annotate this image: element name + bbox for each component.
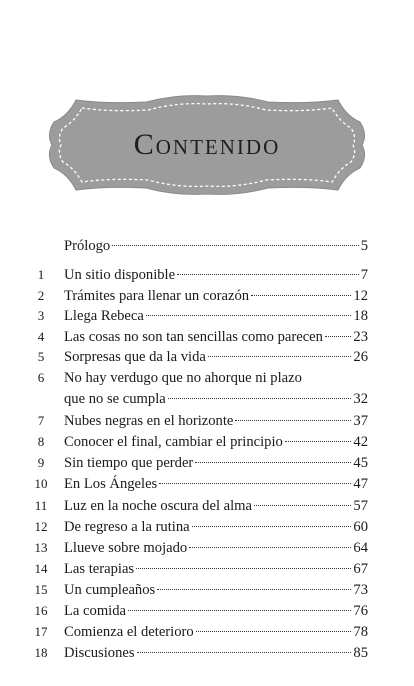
dot-leader xyxy=(168,398,352,399)
toc-entry-title: Comienza el deterioro xyxy=(64,624,194,640)
toc-entry-title: Sin tiempo que perder xyxy=(64,455,194,471)
toc-row xyxy=(0,327,414,347)
dot-leader xyxy=(251,295,351,296)
toc-page-number: 73 xyxy=(353,582,368,598)
toc-entry-title: Las terapias xyxy=(64,561,135,577)
chapter-number: 18 xyxy=(34,645,48,660)
toc-page-number: 60 xyxy=(353,519,368,535)
toc-row xyxy=(0,347,414,367)
toc-row xyxy=(0,453,414,473)
chapter-number: 14 xyxy=(34,561,48,576)
chapter-number: 13 xyxy=(34,540,48,555)
dot-leader xyxy=(192,526,352,527)
toc-page-number: 37 xyxy=(353,413,368,429)
toc-row xyxy=(0,559,414,579)
chapter-number: 1 xyxy=(37,267,45,282)
toc-entry-title: Un sitio disponible xyxy=(64,267,176,283)
dot-leader xyxy=(208,356,352,357)
toc-entry-title: que no se cumpla xyxy=(64,391,166,407)
toc-row xyxy=(0,601,414,621)
toc-page-number: 76 xyxy=(353,603,368,619)
toc-page-number: 47 xyxy=(353,476,368,492)
toc-row xyxy=(0,432,414,452)
toc-page-number: 5 xyxy=(360,238,368,254)
dot-leader xyxy=(157,589,351,590)
page-title: Contenido xyxy=(133,128,281,161)
chapter-number: 16 xyxy=(34,603,48,618)
toc-row xyxy=(0,538,414,558)
title-banner xyxy=(46,92,368,198)
toc-page-number: 64 xyxy=(353,540,368,556)
dot-leader xyxy=(137,652,352,653)
toc-row xyxy=(0,474,414,494)
chapter-number: 4 xyxy=(37,329,45,344)
chapter-number: 6 xyxy=(37,370,45,385)
toc-entry-title-line1: No hay verdugo que no ahorque ni plazo xyxy=(64,370,302,386)
toc-entry-title: Las cosas no son tan sencillas como parecen xyxy=(64,329,323,345)
toc-row xyxy=(0,286,414,306)
toc-entry-title: Nubes negras en el horizonte xyxy=(64,413,234,429)
toc-row xyxy=(0,580,414,600)
chapter-number: 7 xyxy=(37,413,45,428)
dot-leader xyxy=(128,610,351,611)
toc-entry-title: Conocer el final, cambiar el principio xyxy=(64,434,283,450)
chapter-number: 12 xyxy=(34,519,48,534)
toc-row xyxy=(0,643,414,663)
toc-entry-title: Luz en la noche oscura del alma xyxy=(64,498,253,514)
toc-row xyxy=(0,517,414,537)
toc-entry-title: La comida xyxy=(64,603,126,619)
toc-page-number: 18 xyxy=(353,308,368,324)
chapter-number: 2 xyxy=(37,288,45,303)
dot-leader xyxy=(136,568,351,569)
toc-row xyxy=(0,265,414,285)
toc-page-number: 12 xyxy=(353,288,368,304)
toc-row xyxy=(0,306,414,326)
toc-page-number: 23 xyxy=(353,329,368,345)
toc-page-number: 42 xyxy=(353,434,368,450)
dot-leader xyxy=(177,274,359,275)
toc-page-number: 7 xyxy=(360,267,368,283)
chapter-number: 11 xyxy=(34,498,48,513)
chapter-number: 10 xyxy=(34,476,48,491)
chapter-number: 5 xyxy=(37,349,45,364)
toc-entry-title: Prólogo xyxy=(64,238,111,254)
dot-leader xyxy=(112,245,358,246)
dot-leader xyxy=(146,315,352,316)
dot-leader xyxy=(285,441,352,442)
toc-row xyxy=(0,622,414,642)
chapter-number: 15 xyxy=(34,582,48,597)
dot-leader xyxy=(196,631,352,632)
toc-page-number: 67 xyxy=(353,561,368,577)
chapter-number: 8 xyxy=(37,434,45,449)
dot-leader xyxy=(159,483,351,484)
toc-page-number: 26 xyxy=(353,349,368,365)
dot-leader xyxy=(235,420,351,421)
dot-leader xyxy=(189,547,351,548)
chapter-number: 17 xyxy=(34,624,48,639)
toc-row xyxy=(0,411,414,431)
toc-row xyxy=(0,368,414,388)
toc-row-prologue xyxy=(0,236,414,256)
toc-page-number: 57 xyxy=(353,498,368,514)
toc-row-continuation xyxy=(0,389,414,409)
toc-page-number: 32 xyxy=(353,391,368,407)
chapter-number: 9 xyxy=(37,455,45,470)
dot-leader xyxy=(325,336,351,337)
toc-page-number: 45 xyxy=(353,455,368,471)
toc-entry-title: Discusiones xyxy=(64,645,135,661)
toc-page-number: 85 xyxy=(353,645,368,661)
dot-leader xyxy=(254,505,351,506)
toc-entry-title: En Los Ángeles xyxy=(64,476,158,492)
toc-row xyxy=(0,496,414,516)
toc-entry-title: Un cumpleaños xyxy=(64,582,156,598)
toc-entry-title: Llega Rebeca xyxy=(64,308,144,324)
toc-entry-title: De regreso a la rutina xyxy=(64,519,190,535)
toc-entry-title: Sorpresas que da la vida xyxy=(64,349,206,365)
toc-entry-title: Trámites para llenar un corazón xyxy=(64,288,250,304)
toc-entry-title: Llueve sobre mojado xyxy=(64,540,188,556)
toc-page-number: 78 xyxy=(353,624,368,640)
dot-leader xyxy=(195,462,351,463)
chapter-number: 3 xyxy=(37,308,45,323)
